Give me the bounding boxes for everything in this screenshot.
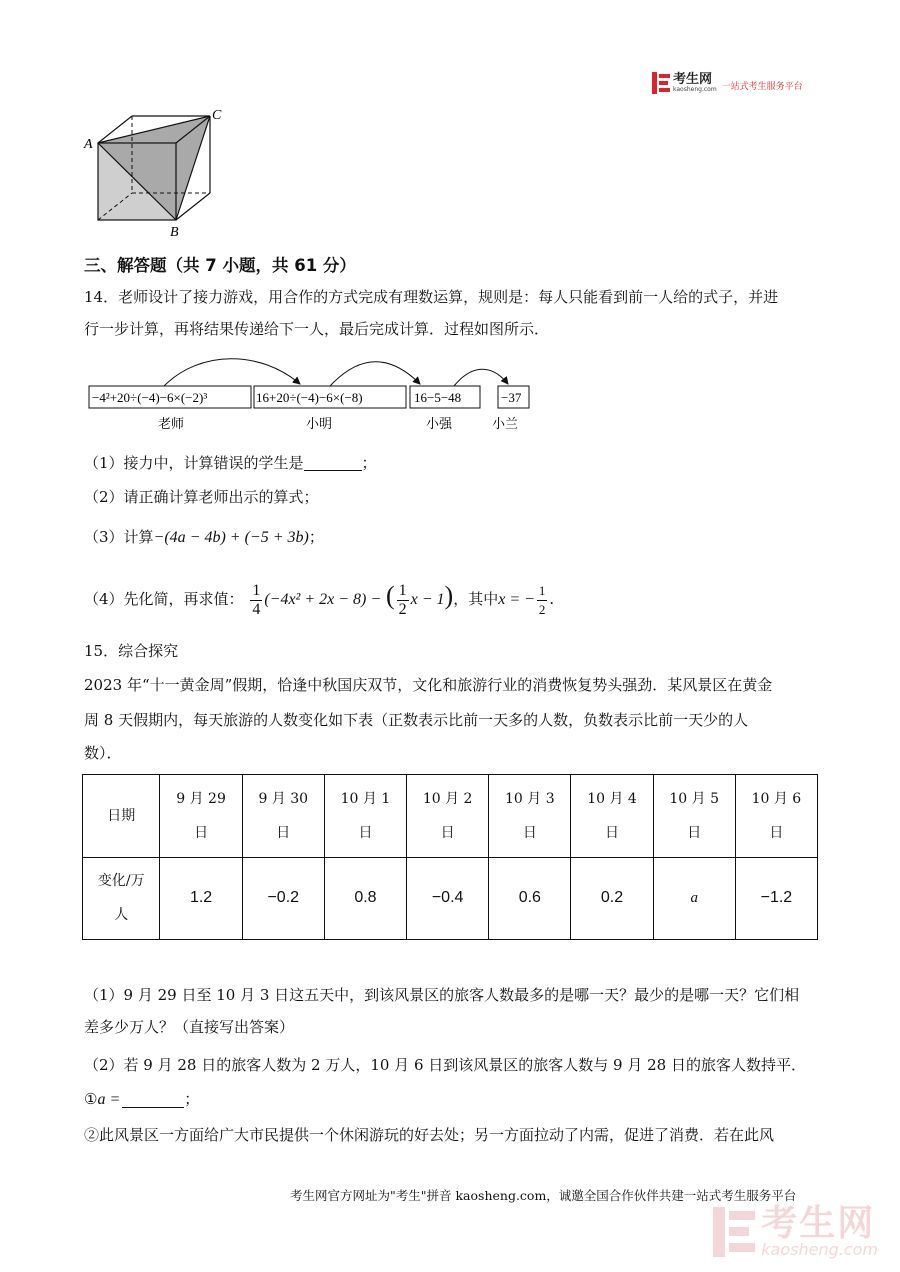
table-date-cell: 10 月 4 日	[571, 775, 653, 858]
watermark-domain: kaosheng.com	[761, 1240, 878, 1259]
label-c: C	[212, 108, 222, 123]
q14-part2: （2）请正确计算老师出示的算式；	[84, 488, 319, 506]
watermark	[713, 1203, 878, 1259]
header-slogan: 一站式考生服务平台	[721, 81, 803, 92]
q15-part2-1: ①a = ；	[84, 1090, 200, 1108]
table-value-cell: −0.2	[242, 857, 324, 940]
table-date-cell: 10 月 5 日	[653, 775, 735, 858]
q14-part1: （1）接力中，计算错误的学生是 ；	[84, 454, 377, 472]
label-b: B	[170, 225, 179, 240]
q14-part3-expr: −(4a − 4b) + (−5 + 3b)	[153, 529, 309, 546]
section-title: 三、解答题（共 7 小题，共 61 分）	[84, 256, 356, 275]
q14-part4-expr: (−4x² + 2x − 8) −	[264, 591, 382, 608]
q15-part1-b: 差多少万人？（直接写出答案）	[84, 1018, 295, 1036]
q15-part2: （2）若 9 月 28 日的旅客人数为 2 万人，10 月 6 日到该风景区的旅客人数与 9 月 28 日的旅客人数持平．	[84, 1056, 806, 1074]
table-value-cell: −1.2	[735, 857, 817, 940]
table-value-cell: 1.2	[160, 857, 242, 940]
site-header	[652, 72, 803, 94]
table-date-cell: 9 月 29 日	[160, 775, 242, 858]
q15-intro3: 数）．	[84, 744, 122, 762]
table-header-date: 日期	[83, 775, 160, 858]
table-row	[83, 857, 818, 940]
q15-intro1: 2023 年“十一黄金周”假期，恰逢中秋国庆双节，文化和旅游行业的消费恢复势头强劲．某风景区在黄金	[84, 676, 773, 694]
table-date-cell: 10 月 6 日	[735, 775, 817, 858]
table-date-cell: 9 月 30 日	[242, 775, 324, 858]
kaosheng-logo-icon	[652, 72, 670, 94]
cube-figure	[80, 100, 240, 240]
tourist-change-table	[82, 774, 818, 940]
table-date-cell: 10 月 3 日	[489, 775, 571, 858]
table-date-cell: 10 月 2 日	[407, 775, 489, 858]
table-value-cell: 0.8	[324, 857, 406, 940]
table-value-cell: −0.4	[407, 857, 489, 940]
label-a: A	[84, 137, 93, 152]
relay-diagram	[80, 358, 540, 438]
relay-box-teacher: −4²+20÷(−4)−6×(−2)³	[92, 390, 208, 405]
q14-part4: （4）先化简，再求值： $\frac{1}{4}$ (−4x² + 2x − 8) − ( $\frac{1}{2}$ x − 1)，其中x = − $\frac{1}{2}$ .	[84, 581, 555, 618]
answer-blank	[122, 1094, 184, 1108]
table-date-cell: 10 月 1 日	[324, 775, 406, 858]
relay-name-xiaoming: 小明	[306, 417, 333, 432]
table-row	[83, 775, 818, 858]
relay-name-teacher: 老师	[158, 417, 185, 432]
relay-box-xiaolan: −37	[501, 390, 522, 405]
q14-line2: 行一步计算，再将结果传递给下一人，最后完成计算．过程如图所示．	[84, 320, 550, 338]
relay-box-xiaoming: 16+20÷(−4)−6×(−8)	[256, 390, 363, 405]
watermark-logo-icon	[713, 1207, 755, 1257]
table-value-cell: a	[653, 857, 735, 940]
relay-name-xiaoqiang: 小强	[426, 417, 453, 432]
answer-blank	[304, 457, 362, 471]
header-brand: 考生网	[673, 72, 713, 87]
relay-name-xiaolan: 小兰	[492, 417, 519, 432]
q15-intro2: 周 8 天假期内，每天旅游的人数变化如下表（正数表示比前一天多的人数，负数表示比前一天少的人	[84, 711, 749, 729]
table-value-cell: 0.6	[489, 857, 571, 940]
watermark-brand: 考生网	[761, 1203, 876, 1244]
q14-part3: （3）计算−(4a − 4b) + (−5 + 3b)；	[84, 528, 324, 546]
table-header-change: 变化/万 人	[83, 857, 160, 940]
q15-title: 15．综合探究	[84, 642, 179, 660]
header-domain: kaosheng.com	[673, 86, 717, 93]
q15-part2-2: ②此风景区一方面给广大市民提供一个休闲游玩的好去处；另一方面拉动了内需，促进了消费．若在此风	[84, 1126, 775, 1144]
page-footer: 考生网官方网址为"考生"拼音 kaosheng.com，诚邀全国合作伙伴共建一站式考生服务平台	[290, 1188, 797, 1203]
table-value-cell: 0.2	[571, 857, 653, 940]
q15-part1-a: （1）9 月 29 日至 10 月 3 日这五天中，到该风景区的旅客人数最多的是哪一天？最少的是哪一天？它们相	[84, 986, 800, 1004]
relay-box-xiaoqiang: 16−5−48	[414, 390, 462, 405]
q14-line1: 14．老师设计了接力游戏，用合作的方式完成有理数运算，规则是：每人只能看到前一人给的式子，并进	[84, 288, 779, 306]
